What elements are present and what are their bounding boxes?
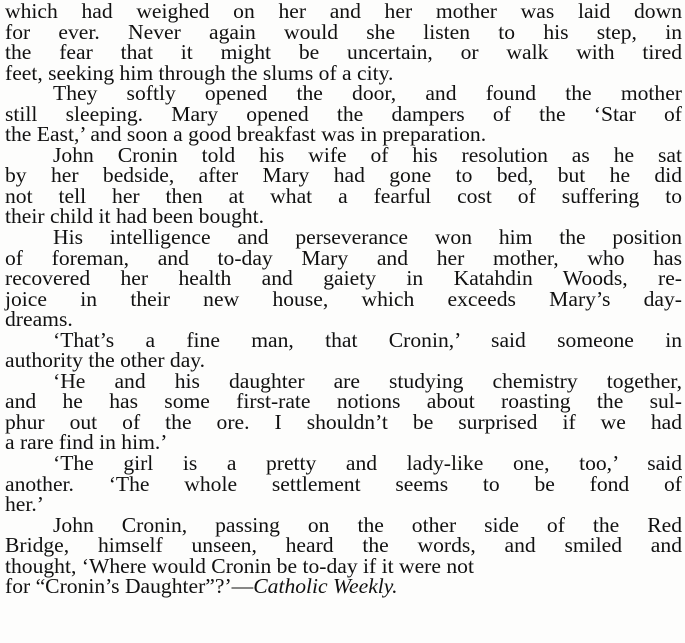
text-line: recovered her health and gaiety in Katahdin Woods, re-: [5, 266, 682, 291]
closing-text: for “Cronin’s Daughter”?’—: [5, 574, 254, 599]
text-line: not tell her then at what a fearful cost of suffering to: [5, 183, 682, 208]
source-attribution: Catholic Weekly.: [253, 574, 398, 599]
paragraph: [5, 327, 682, 373]
article-body: [5, 1, 682, 576]
paragraph: [5, 227, 682, 330]
text-line: still sleeping. Mary opened the dampers of the ‘Star of: [5, 101, 682, 126]
text-line: and he has some first-rate notions about roasting the sul-: [5, 389, 682, 414]
text-line: thought, ‘Where would Cronin be to-day if it were not: [5, 553, 474, 578]
text-line: another. ‘The whole settlement seems to be fond of: [5, 471, 682, 496]
text-line: the East,’ and soon a good breakfast was in preparation.: [5, 122, 487, 147]
text-line: the fear that it might be uncertain, or walk with tired: [5, 40, 682, 65]
text-line: by her bedside, after Mary had gone to bed, but he did: [5, 163, 682, 188]
text-line: ‘The girl is a pretty and lady-like one, too,’ said: [53, 451, 682, 476]
text-line: dreams.: [5, 307, 73, 332]
paragraph: [5, 83, 682, 145]
paragraph: [5, 142, 682, 229]
text-line: They softly opened the door, and found the mother: [53, 81, 682, 106]
paragraph: [5, 453, 682, 515]
text-line: ‘He and his daughter are studying chemistry together,: [53, 368, 682, 393]
text-line: which had weighed on her and her mother was laid down: [5, 0, 682, 23]
text-line: John Cronin told his wife of his resolution as he sat: [53, 142, 682, 167]
text-line: feet, seeking him through the slums of a city.: [5, 60, 394, 85]
closing-line: [5, 576, 682, 597]
text-line: for ever. Never again would she listen to his step, in: [5, 19, 682, 44]
text-line: authority the other day.: [5, 348, 206, 373]
text-line: joice in their new house, which exceeds Mary’s day-: [5, 286, 682, 311]
text-line: ‘That’s a fine man, that Cronin,’ said someone in: [53, 327, 682, 352]
text-line: a rare find in him.’: [5, 430, 168, 455]
text-line: their child it had been bought.: [5, 204, 265, 229]
paragraph: [5, 1, 682, 83]
text-line: Bridge, himself unseen, heard the words, and smiled and: [5, 533, 682, 558]
text-line: phur out of the ore. I shouldn’t be surprised if we had: [5, 409, 682, 434]
text-line: John Cronin, passing on the other side of the Red: [53, 512, 682, 537]
text-line: of foreman, and to-day Mary and her mother, who has: [5, 245, 682, 270]
paragraph: [5, 368, 682, 455]
text-line: her.’: [5, 492, 44, 517]
text-line: His intelligence and perseverance won him the position: [53, 225, 682, 250]
paragraph: [5, 512, 682, 578]
